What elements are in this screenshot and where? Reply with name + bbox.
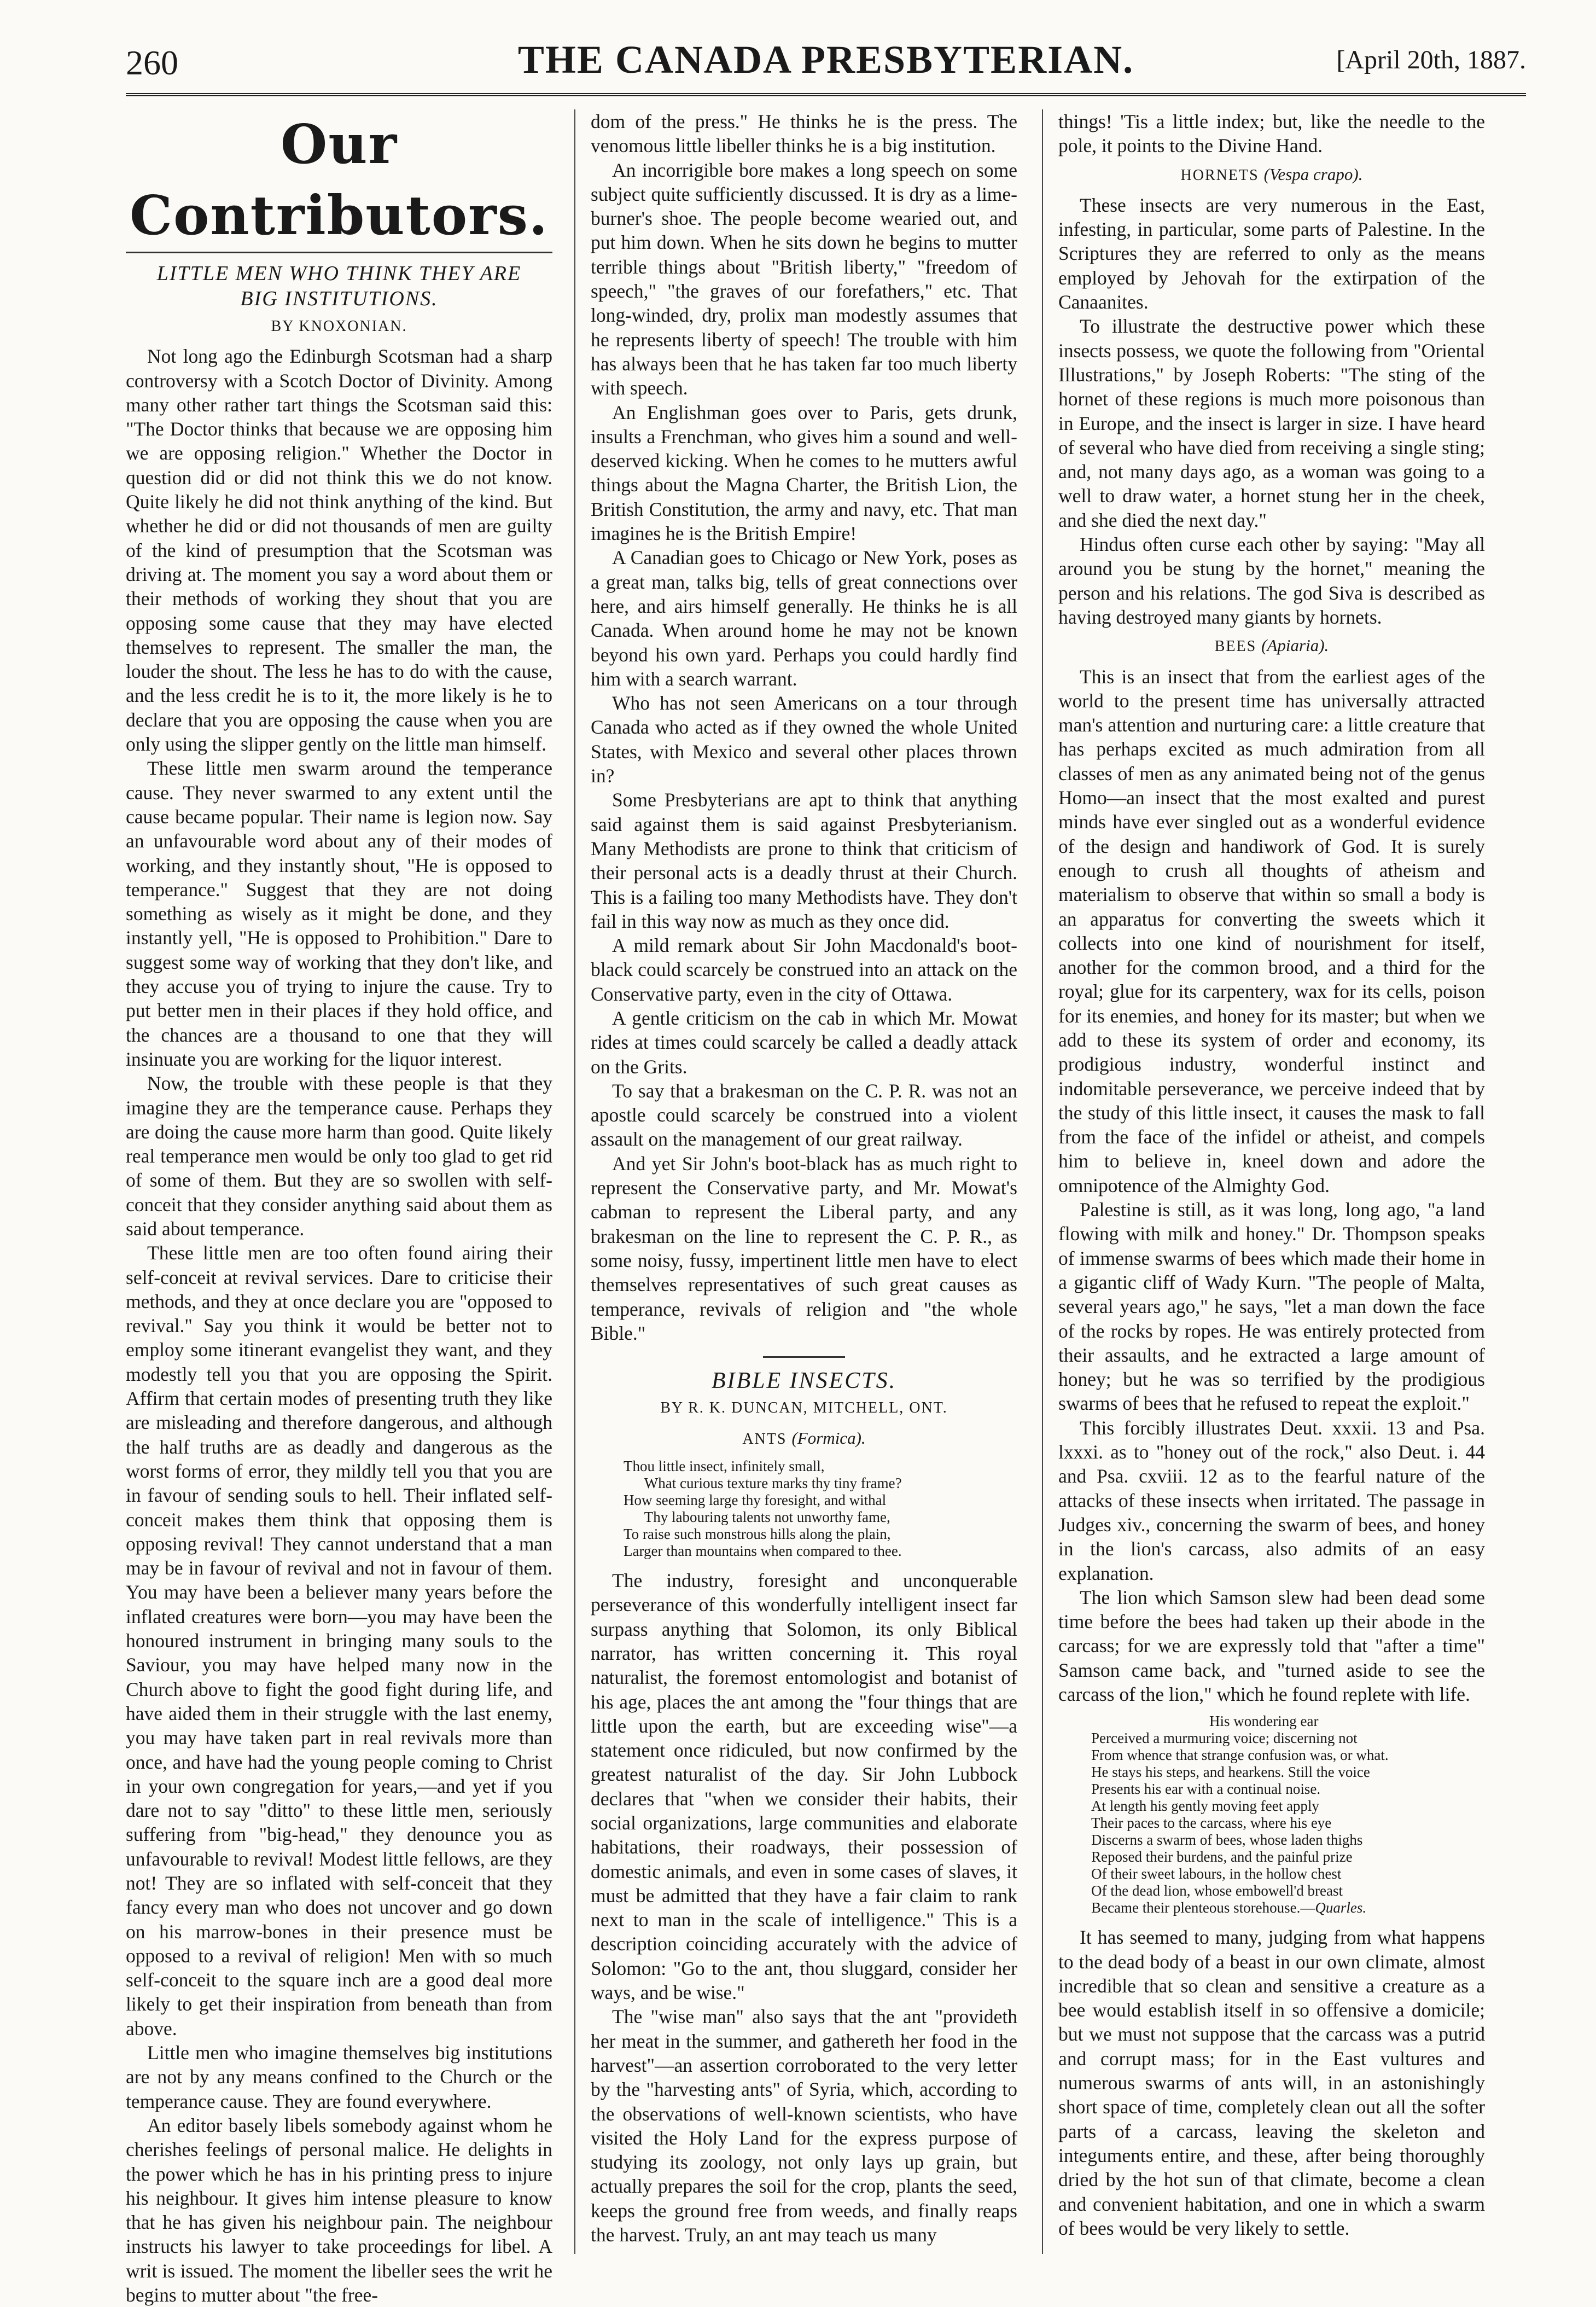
article-paragraph: These insects are very numerous in the East, infesting, in particular, some parts of Palestine. In the Scriptures they are referred to only as the means employed by Jehovah for the extirpation of the Canaanites. (1058, 194, 1485, 313)
article-byline: BY KNOXONIAN. (271, 318, 407, 335)
poem-line: To raise such monstrous hills along the plain, (624, 1526, 891, 1543)
section-title: BIBLE INSECTS. (711, 1368, 897, 1394)
issue-date: [April 20th, 1887. (1336, 45, 1526, 74)
poem-line: Thy labouring talents not unworthy fame, (644, 1509, 890, 1526)
column-2 (591, 109, 1017, 2259)
article-paragraph: dom of the press." He thinks he is the press. The venomous little libeller thinks he is a big institution. (591, 111, 1017, 157)
subheading-hornets (1058, 162, 1485, 188)
article-paragraph: Who has not seen Americans on a tour through Canada who acted as if they owned the whole United States, with Mexico and several other places thrown in? (591, 692, 1017, 787)
article-paragraph: An incorrigible bore makes a long speech on some subject quite sufficiently discussed. It is dry as a lime-burner's shoe. The people become wearied out, and put him down. When he sits down he begins to mutter terrible things about "British liberty," "freedom of speech," "the graves of our forefathers," etc. That long-winded, dry, prolix man modestly assumes that he represents liberty of speech! The trouble with him has always been that he has taken far too much liberty with speech. (591, 159, 1017, 399)
poem-line: At length his gently moving feet apply (1091, 1798, 1319, 1815)
article-paragraph: This is an insect that from the earliest ages of the world to the present time has universally attracted man's attention and nurturing care: a little creature that has perhaps excited as much admiration from all classes of men as any animated being not of the genus Homo—an insect that the most exalted and purest minds have ever singled out as a wonderful evidence of the design and handiwork of God. It is surely enough to crush all thoughts of atheism and materialism to observe that within so small a body is an apparatus for converting the sweets which it collects into one kind of nourishment for itself, another for the common brood, and a third for the royal; glue for its carpentery, wax for its cells, poison for its enemies, and honey for its master; but when we add to these its system of order and economy, its prodigious industry, wonderful instinct and indomitable perseverance, we perceive indeed that by the study of this little insect, it causes the mask to fall from the face of the infidel or atheist, and compels him to believe in, kneel down and adore the omnipotence of the Almighty God. (1058, 665, 1485, 1196)
column-3 (1058, 109, 1485, 2259)
article-paragraph: things! 'Tis a little index; but, like the needle to the pole, it points to the Divine Hand. (1058, 111, 1485, 157)
poem-line: Presents his ear with a continual noise. (1091, 1781, 1321, 1798)
subheading-label: BEES (1214, 638, 1257, 655)
article-paragraph: The "wise man" also says that the ant "provideth her meat in the summer, and gathereth her food in the harvest"—an assertion corroborated to the very letter by the "harvesting ants" of Syria, which, according to the observations of well-known scientists, who have visited the Holy Land for the express purpose of studying its zoology, not only lays up grain, but actually prepares the soil for the crop, plants the seed, keeps the ground free from weeds, and finally reaps the harvest. Truly, an ant may teach us many (591, 2006, 1017, 2246)
article-paragraph: The lion which Samson slew had been dead some time before the bees had taken up their abode in the carcass; for we are expressly told that "after a time" Samson came back, and "turned aside to see the carcass of the lion," which he found replete with life. (1058, 1586, 1485, 1705)
section-byline: BY R. K. DUNCAN, MITCHELL, ONT. (660, 1399, 948, 1417)
poem-line: Their paces to the carcass, where his eye (1091, 1815, 1332, 1832)
poem (624, 1458, 995, 1560)
subheading-ants (591, 1426, 1017, 1451)
article-paragraph: It has seemed to many, judging from what happens to the dead body of a beast in our own climate, almost incredible that so clean and sensitive a creature as a bee would establish itself in so offensive a domicile; but we must not suppose that the carcass was a putrid and corrupt mass; for in the East vultures and numerous swarms of ants will, in an astonishingly short space of time, completely clean out all the softer parts of a carcass, leaving the skeleton and integuments entire, and these, after being thoroughly dried by the hot sun of that climate, become a clean and convenient habitation, and one in which a swarm of bees would be very likely to settle. (1058, 1926, 1485, 2239)
newspaper-title: THE CANADA PRESBYTERIAN. (517, 38, 1134, 82)
poem-line: He stays his steps, and hearkens. Still the voice (1091, 1764, 1370, 1781)
article-paragraph: And yet Sir John's boot-black has as much right to represent the Conservative party, and Mr. Mowat's cabman to represent the Liberal party, and any brakesman on the line to represent the C. P. R., as some noisy, fussy, impertinent little men have to elect themselves representatives of such great causes as temperance, revivals of religion and "the whole Bible." (591, 1152, 1017, 1344)
article-paragraph: Now, the trouble with these people is that they imagine they are the temperance cause. Perhaps they are doing the cause more harm than good. Quite likely real temperance men would be only too glad to get rid of some of them. But they are so swollen with self-conceit that they consider anything said about them as said about temperance. (126, 1072, 552, 1240)
section-masthead: Our Contributors. (126, 109, 552, 253)
poem-line: Larger than mountains when compared to thee. (624, 1543, 902, 1560)
column-rule (574, 109, 575, 2254)
article-paragraph: An Englishman goes over to Paris, gets drunk, insults a Frenchman, who gives him a sound and well-deserved kicking. When he comes to he mutters awful things about the Magna Charter, the British Lion, the British Constitution, the army and navy, etc. That man imagines he is the British Empire! (591, 401, 1017, 545)
poem-line: Thou little insect, infinitely small, (624, 1458, 825, 1475)
article-paragraph: Hindus often curse each other by saying: "May all around you be stung by the hornet," meaning the person and his relations. The god Siva is described as having destroyed many giants by hornets. (1058, 533, 1485, 628)
subheading-latin: (Apiaria). (1261, 636, 1329, 655)
article-paragraph: These little men are too often found airing their self-conceit at revival services. Dare to criticise their methods, and they at once declare you are "opposed to revival." Say you think it would be better not to employ some itinerant evangelist they want, and they modestly tell you that you are opposing the Spirit. Affirm that certain modes of presenting truth they like are misleading and therefore dangerous, and although the half truths are as deadly and dangerous as the worst forms of error, they mildly tell you that you are in favour of sending souls to hell. Their inflated self-conceit makes them think that opposing them is opposing revival! They cannot understand that a man may be in favour of revival and not in favour of them. You may have been a believer many years before the inflated creatures were born—you may have been the honoured instrument in bringing many souls to the Saviour, you may have helped many now in the Church above to fight the good fight during life, and have aided them in their struggle with the last enemy, you may have taken part in real revivals more than once, and have had the young people coming to Christ in your own congregation for years,—and yet if you dare not to say "ditto" to these little men, seriously suffering from "big-head," they denounce you as unfavourable to revival! Modest little fellows, are they not! They are so inflated with self-conceit that they fancy every man who does not uncover and go down on his marrow-bones in their presence must be opposed to a revival of religion! Men with so much self-conceit to the square inch are a good deal more likely to get their inspiration from beneath than from above. (126, 1242, 552, 2039)
article-paragraph: A gentle criticism on the cab in which Mr. Mowat rides at times could scarcely be called a deadly attack on the Grits. (591, 1007, 1017, 1078)
poem-line: Of the dead lion, whose embowell'd breast (1091, 1882, 1343, 1899)
subheading-label: HORNETS (1180, 166, 1259, 184)
article-paragraph: The industry, foresight and unconquerable perseverance of this wonderfully intelligent insect far surpass anything that Solomon, its only Biblical narrator, has written concerning it. This royal naturalist, the foremost entomologist and botanist of his age, places the ant among the "four things that are little upon the earth, but are exceeding wise"—a statement once ridiculed, but now confirmed by the greatest naturalist of the day. Sir John Lubbock declares that "when we consider their habits, their social organizations, large communities and elaborate habitations, their roadways, their possession of domestic animals, and even in some cases of slaves, it must be admitted that they have a fair claim to rank next to man in the scale of intelligence." This is a description coinciding accurately with the advice of Solomon: "Go to the ant, thou sluggard, consider her ways, and be wise." (591, 1570, 1017, 2004)
page-number: 260 (126, 43, 178, 82)
article-paragraph: Some Presbyterians are apt to think that anything said against them is said against Presbyterianism. Many Methodists are prone to think that criticism of their personal acts is a deadly thrust at their Church. This is a failing too many Methodists have. They don't fail in this way now as much as they once did. (591, 789, 1017, 932)
article-title: LITTLE MEN WHO THINK THEY ARE BIG INSTITUTIONS. (156, 262, 522, 310)
poem-line: Perceived a murmuring voice; discerning not (1091, 1730, 1358, 1747)
poem-line: From whence that strange confusion was, or what. (1091, 1747, 1389, 1764)
article-paragraph: A Canadian goes to Chicago or New York, poses as a great man, talks big, tells of great connections over here, and airs himself generally. He thinks he is all Canada. When around home he may not be known beyond his own yard. Perhaps you could hardly find him with a search warrant. (591, 547, 1017, 690)
page-header (126, 33, 1526, 96)
poem-attribution: Quarles. (1315, 1899, 1367, 1916)
article-paragraph: Little men who imagine themselves big institutions are not by any means confined to the Church or the temperance cause. They are found everywhere. (126, 2042, 552, 2112)
article-paragraph: These little men swarm around the temperance cause. They never swarmed to any extent until the cause became popular. Their name is legion now. Say an unfavourable word about any of their modes of working, and they instantly shout, "He is opposed to temperance." Suggest that they are not doing something as wisely as it might be done, and they instantly yell, "He is opposed to Prohibition." Dare to suggest some way of working that they don't like, and they accuse you of trying to injure the cause. Try to put better men in their places if they hold office, and the chances are a thousand to one that they will insinuate you are working for the liquor interest. (126, 757, 552, 1070)
poem (1091, 1713, 1463, 1916)
column-rule (1042, 109, 1043, 2254)
column-1 (126, 109, 552, 2306)
subheading-latin: (Vespa crapo). (1263, 164, 1363, 184)
subheading-label: ANTS (742, 1430, 787, 1448)
article-paragraph: An editor basely libels somebody against whom he cherishes feelings of personal malice. He delights in the power which he has in his printing press to injure his neighbour. It gives him intense pleasure to know that he has given his neighbour pain. The neighbour instructs his lawyer to take proceedings for libel. A writ is issued. The moment the libeller sees the writ he begins to mutter about "the free- (126, 2114, 552, 2306)
poem-line: What curious texture marks thy tiny frame? (644, 1475, 902, 1492)
subheading-bees (1058, 634, 1485, 659)
poem-line (1091, 1899, 1463, 1916)
poem-line: How seeming large thy foresight, and withal (624, 1492, 887, 1509)
section-divider (763, 1356, 845, 1358)
poem-line: Reposed their burdens, and the painful prize (1091, 1849, 1353, 1866)
article-paragraph: To say that a brakesman on the C. P. R. was not an apostle could scarcely be construed into a violent assault on the management of our great railway. (591, 1079, 1017, 1150)
poem-line: Discerns a swarm of bees, whose laden thighs (1091, 1832, 1363, 1849)
article-paragraph: This forcibly illustrates Deut. xxxii. 13 and Psa. lxxxi. as to "honey out of the rock," also Deut. i. 44 and Psa. cxviii. 12 as to the fearful nature of the attacks of these insects when irritated. The passage in Judges xiv., concerning the swarm of bees, and honey in the lion's carcass, also admits of an easy explanation. (1058, 1416, 1485, 1584)
poem-line: His wondering ear (1209, 1713, 1319, 1730)
article-paragraph: Not long ago the Edinburgh Scotsman had a sharp controversy with a Scotch Doctor of Divinity. Among many other rather tart things the Scotsman said this: "The Doctor thinks that because we are opposing him we are opposing religion." Whether the Doctor in question did or did not think this we do not know. Quite likely he did not think anything of the kind. But whether he did or did not thousands of men are guilty of the kind of presumption that the Scotsman was driving at. The moment you say a word about them or their methods of working they shout that you are opposing some cause that they may have elected themselves to represent. The smaller the man, the louder the shout. The less he has to do with the cause, and the less credit he is to it, the more likely is he to declare that you are opposing the cause when you are only using the slipper gently on the little man himself. (126, 345, 552, 756)
subheading-latin: (Formica). (791, 1428, 866, 1448)
article-paragraph: To illustrate the destructive power which these insects possess, we quote the following from "Oriental Illustrations," by Joseph Roberts: "The sting of the hornet of these regions is much more poisonous than in Europe, and the insect is larger in size. I have heard of several who have died from receiving a single sting; and, not many days ago, as a woman was going to a well to draw water, a hornet stung her in the cheek, and she died the next day." (1058, 315, 1485, 531)
article-paragraph: A mild remark about Sir John Macdonald's boot-black could scarcely be construed into an attack on the Conservative party, even in the city of Ottawa. (591, 934, 1017, 1005)
article-paragraph: Palestine is still, as it was long, long ago, "a land flowing with milk and honey." Dr. Thompson speaks of immense swarms of bees which made their home in a gigantic cliff of Wady Kurn. "The people of Malta, several years ago," he says, "let a man down the face of the rocks by ropes. He was entirely protected from their assaults, and he extracted a large amount of honey; but he was so terrified by the prodigious swarms of bees that he refused to repeat the exploit." (1058, 1199, 1485, 1415)
poem-line-text: Became their plenteous storehouse.— (1091, 1899, 1315, 1916)
poem-line: Of their sweet labours, in the hollow chest (1091, 1866, 1342, 1882)
